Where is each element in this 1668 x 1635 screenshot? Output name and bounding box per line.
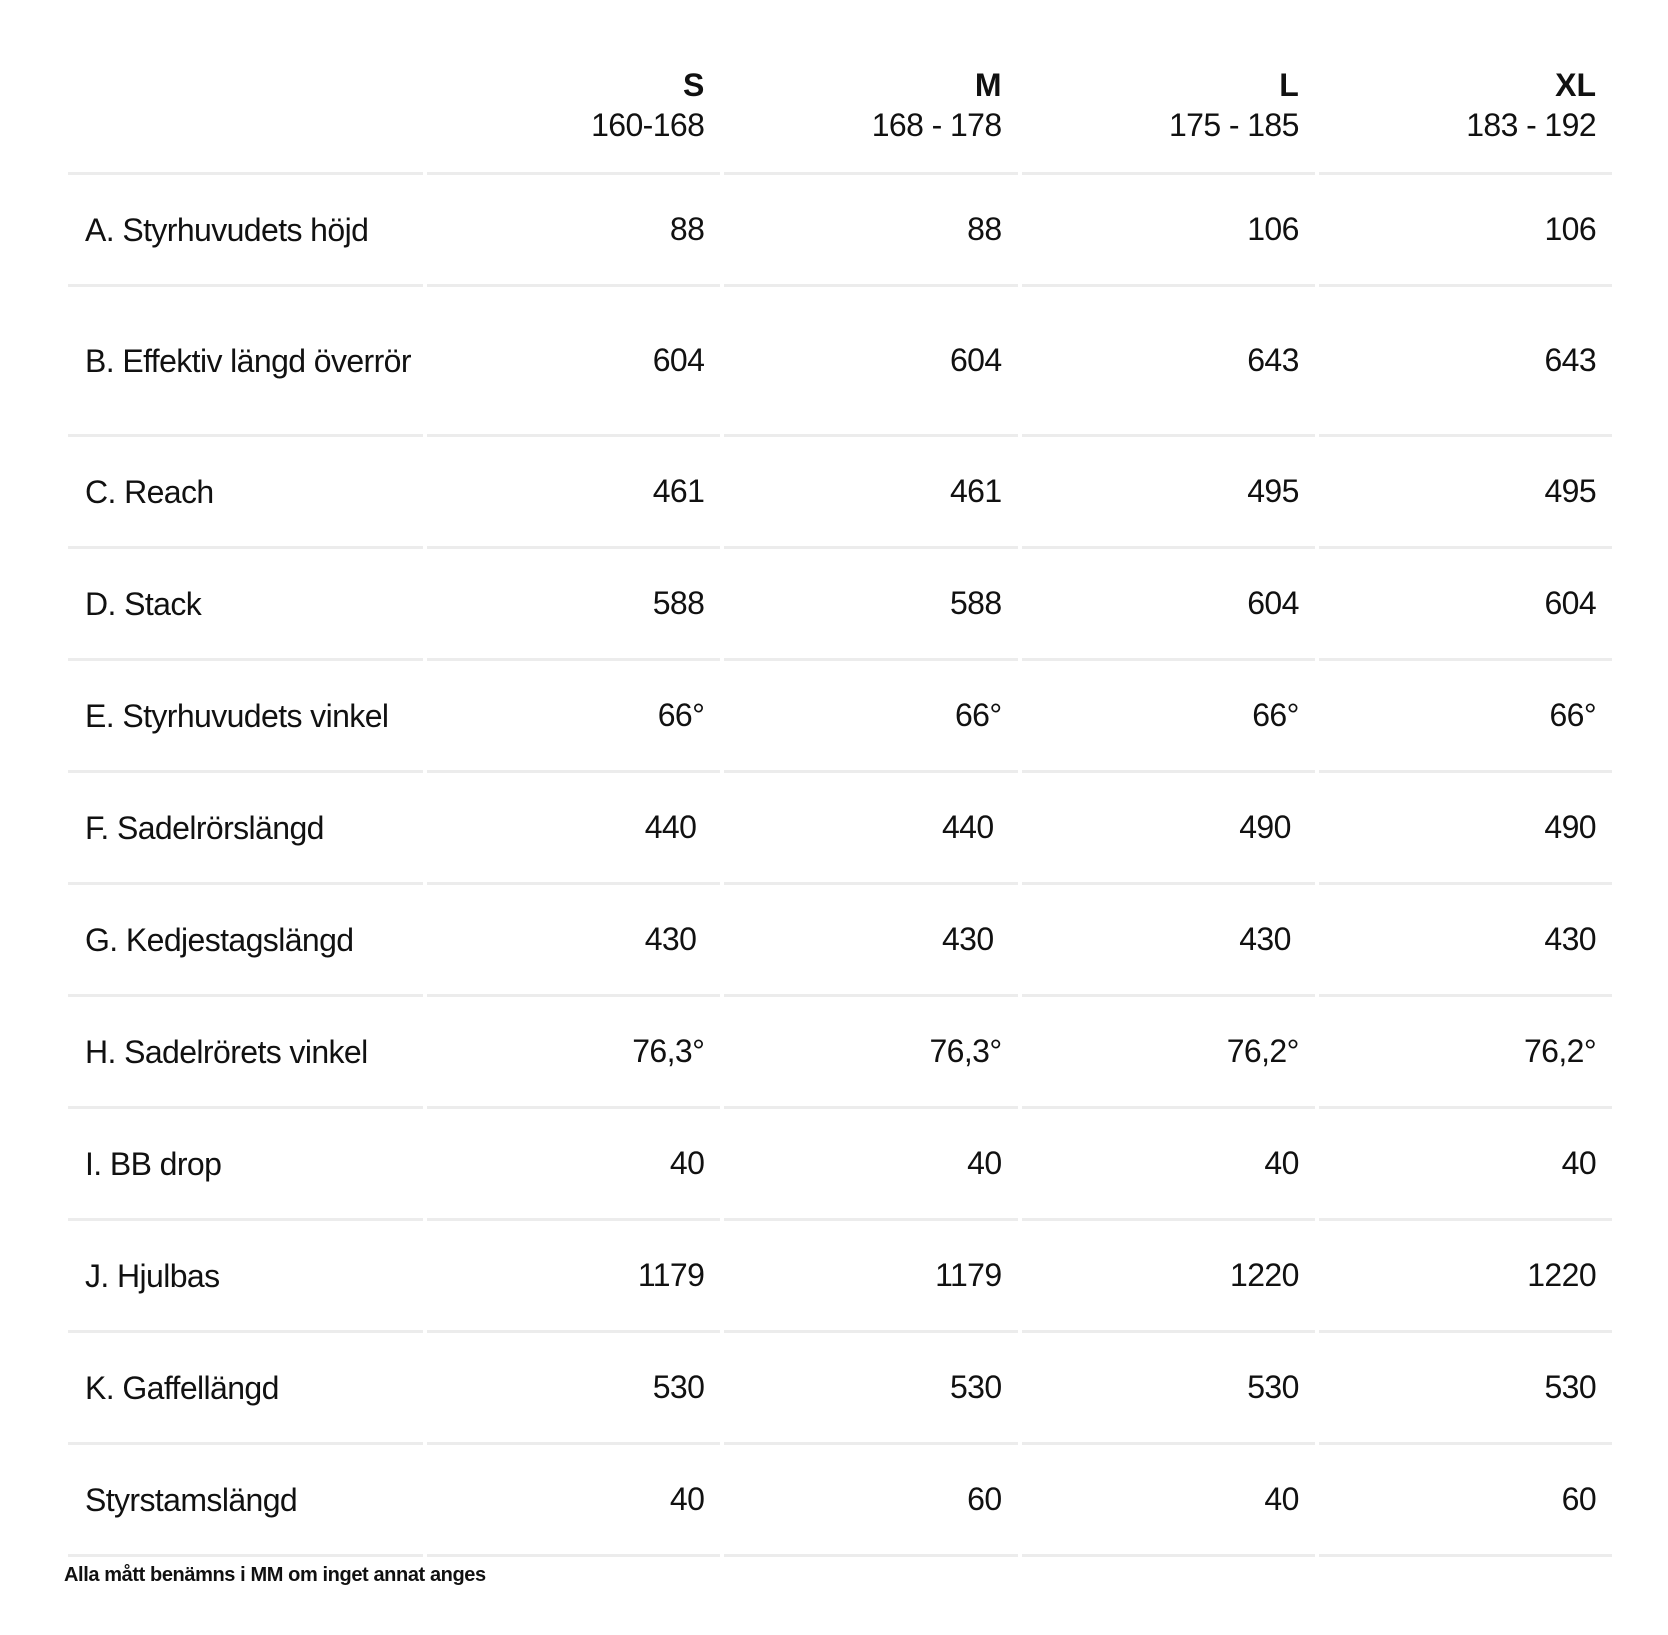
size-range: 175 - 185	[1168, 107, 1299, 143]
row-label: Styrstamslängd	[68, 1445, 423, 1557]
value-s: 66°	[427, 661, 720, 773]
value-s: 604	[427, 287, 720, 437]
value-m: 430	[724, 885, 1017, 997]
value-xl: 106	[1319, 175, 1612, 287]
size-column-xl	[1319, 55, 1612, 175]
row-label: K. Gaffellängd	[68, 1333, 423, 1445]
value-xl: 1220	[1319, 1221, 1612, 1333]
value-l: 40	[1022, 1445, 1315, 1557]
units-footnote: Alla mått benämns i MM om inget annat anges	[64, 1564, 486, 1586]
row-label: H. Sadelrörets vinkel	[68, 997, 423, 1109]
value-xl: 430	[1319, 885, 1612, 997]
value-s: 530	[427, 1333, 720, 1445]
row-label: F. Sadelrörslängd	[68, 773, 423, 885]
value-xl: 643	[1319, 287, 1612, 437]
table-row	[68, 175, 1612, 287]
value-l: 40	[1022, 1109, 1315, 1221]
value-xl: 530	[1319, 1333, 1612, 1445]
row-label: B. Effektiv längd överrör	[68, 287, 423, 437]
value-l: 76,2°	[1022, 997, 1315, 1109]
size-range: 160-168	[591, 107, 705, 143]
table-row	[68, 437, 1612, 549]
value-m: 1179	[724, 1221, 1017, 1333]
value-m: 76,3°	[724, 997, 1017, 1109]
table-row	[68, 885, 1612, 997]
value-l: 490	[1022, 773, 1315, 885]
value-xl: 495	[1319, 437, 1612, 549]
row-label: A. Styrhuvudets höjd	[68, 175, 423, 287]
value-l: 604	[1022, 549, 1315, 661]
row-label: C. Reach	[68, 437, 423, 549]
header-label-cell	[68, 55, 423, 175]
table-row	[68, 287, 1612, 437]
value-l: 495	[1022, 437, 1315, 549]
value-s: 440	[427, 773, 720, 885]
size-column-m	[724, 55, 1017, 175]
value-m: 530	[724, 1333, 1017, 1445]
value-xl: 76,2°	[1319, 997, 1612, 1109]
value-s: 88	[427, 175, 720, 287]
value-s: 1179	[427, 1221, 720, 1333]
size-column-s	[427, 55, 720, 175]
table-row	[68, 1333, 1612, 1445]
value-m: 88	[724, 175, 1017, 287]
value-m: 604	[724, 287, 1017, 437]
size-column-l	[1022, 55, 1315, 175]
table-row	[68, 773, 1612, 885]
value-m: 40	[724, 1109, 1017, 1221]
value-s: 40	[427, 1445, 720, 1557]
geometry-table	[68, 55, 1612, 1557]
table-row	[68, 661, 1612, 773]
size-range: 168 - 178	[871, 107, 1002, 143]
value-m: 60	[724, 1445, 1017, 1557]
value-xl: 66°	[1319, 661, 1612, 773]
value-xl: 40	[1319, 1109, 1612, 1221]
table-row	[68, 997, 1612, 1109]
value-m: 440	[724, 773, 1017, 885]
value-s: 76,3°	[427, 997, 720, 1109]
value-m: 588	[724, 549, 1017, 661]
row-label: D. Stack	[68, 549, 423, 661]
table-row	[68, 549, 1612, 661]
value-l: 66°	[1022, 661, 1315, 773]
table-row	[68, 1445, 1612, 1557]
size-range: 183 - 192	[1466, 107, 1597, 143]
value-s: 430	[427, 885, 720, 997]
size-name: XL	[1555, 67, 1597, 103]
value-xl: 60	[1319, 1445, 1612, 1557]
value-s: 588	[427, 549, 720, 661]
value-l: 1220	[1022, 1221, 1315, 1333]
value-s: 40	[427, 1109, 720, 1221]
value-l: 430	[1022, 885, 1315, 997]
value-l: 530	[1022, 1333, 1315, 1445]
table-header-row	[68, 55, 1612, 175]
size-name: S	[682, 67, 705, 103]
value-l: 106	[1022, 175, 1315, 287]
value-m: 461	[724, 437, 1017, 549]
size-name: L	[1279, 67, 1299, 103]
table-row	[68, 1221, 1612, 1333]
row-label: G. Kedjestagslängd	[68, 885, 423, 997]
row-label: I. BB drop	[68, 1109, 423, 1221]
value-l: 643	[1022, 287, 1315, 437]
row-label: J. Hjulbas	[68, 1221, 423, 1333]
size-name: M	[974, 67, 1002, 103]
table-row	[68, 1109, 1612, 1221]
value-m: 66°	[724, 661, 1017, 773]
row-label: E. Styrhuvudets vinkel	[68, 661, 423, 773]
value-xl: 490	[1319, 773, 1612, 885]
value-s: 461	[427, 437, 720, 549]
value-xl: 604	[1319, 549, 1612, 661]
